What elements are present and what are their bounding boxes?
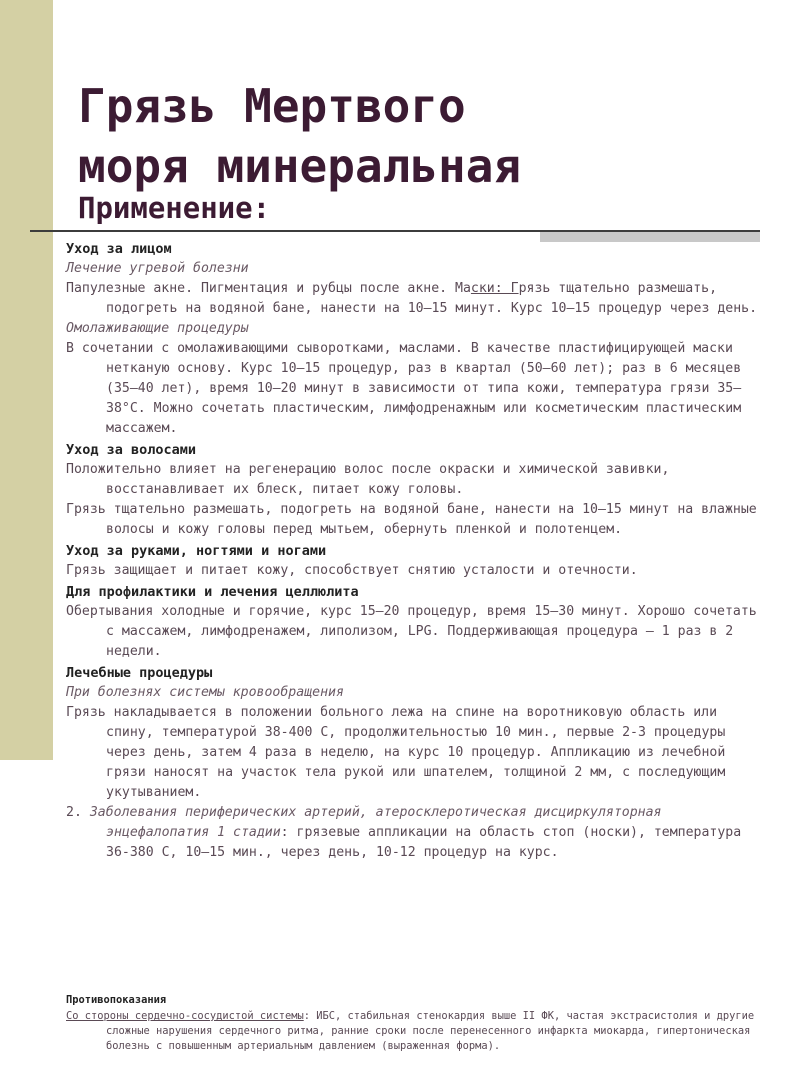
page-title — [78, 76, 778, 196]
hair-heading: Уход за волосами — [66, 442, 197, 458]
acne-paragraph — [66, 279, 766, 319]
cellulite-paragraph: Обертывания холодные и горячие, курс 15–20 процедур, время 15–30 минут. Хорошо сочетать с массажем, лимфодренажем, липолизом, LPG. Поддерживающая процедура – 1 раз в 2 недели. — [66, 604, 757, 659]
hair-paragraph-1: Положительно влияет на регенерацию волос после окраски и химической завивки, восстанавливает их блеск, питает кожу головы. — [66, 462, 670, 497]
main-content — [66, 238, 766, 863]
peripheral-number: 2. — [66, 805, 90, 820]
contraindications — [66, 993, 766, 1054]
hair-paragraph-2: Грязь тщательно размешать, подогреть на водяной бане, нанести на 10–15 минут на влажные волосы и кожу головы перед мытьем, обернуть пленкой и полотенцем. — [66, 502, 757, 537]
acne-text-underlined: ски: Г — [470, 281, 519, 296]
peripheral-paragraph — [66, 803, 766, 863]
medical-heading: Лечебные процедуры — [66, 665, 213, 681]
peripheral-title: Заболевания периферических артерий, атеросклеротическая дисциркуляторная энцефалопатия 1 стадии — [89, 805, 662, 840]
cardiovascular-link[interactable]: Со стороны сердечно-сосудистой системы — [66, 1010, 304, 1022]
title-line-2: моря минеральная — [78, 139, 522, 193]
cellulite-heading: Для профилактики и лечения целлюлита — [66, 584, 359, 600]
contraindications-paragraph — [66, 1009, 766, 1054]
contraindications-heading: Противопоказания — [66, 994, 167, 1006]
hands-paragraph: Грязь защищает и питает кожу, способствует снятию усталости и отечности. — [66, 563, 638, 578]
contraindications-text: : ИБС, стабильная стенокардия выше II ФК, частая экстрасистолия и другие сложные нарушения сердечного ритма, ранние сроки после перенесенного инфаркта миокарда, гипертоническая болезнь с повышенным артериальным давлением (выраженная форма). — [106, 1010, 755, 1052]
circulation-paragraph: Грязь накладывается в положении больного лежа на спине на воротниковую область или спину, температурой 38-400 С, продолжительностью 10 мин., первые 2-3 процедуры через день, затем 4 раза в неделю, на курс 10 процедур. Аппликацию из лечебной грязи наносят на участок тела рукой или шпателем, толщиной 2 мм, с последующим укутыванием. — [66, 705, 726, 800]
acne-text-part-1: Папулезные акне. Пигментация и рубцы после акне. Ма — [66, 281, 471, 296]
acne-text-part-2: рязь тщательно размешать, подогреть на водяной бане, нанести на 10–15 минут. Курс 10–15 процедур через день. — [106, 281, 758, 316]
peripheral-text: : грязевые аппликации на область стоп (носки), температура 36-380 С, 10–15 мин., через день, 10-12 процедур на курс. — [106, 825, 742, 860]
hands-heading: Уход за руками, ногтями и ногами — [66, 543, 327, 559]
page-subtitle: Применение: — [78, 191, 271, 225]
title-line-1: Грязь Мертвого — [78, 79, 466, 133]
rejuvenation-paragraph: В сочетании с омолаживающими сыворотками, маслами. В качестве пластифицирующей маски нетканую основу. Курс 10–15 процедур, раз в квартал (50–60 лет); раз в 6 месяцев (35–40 лет), время 10–20 минут в зависимости от типа кожи, температура грязи 35–38°С. Можно сочетать пластическим, лимфодренажным или косметическим пластическим массажем. — [66, 341, 742, 436]
circulation-subheading: При болезнях системы кровообращения — [66, 685, 344, 700]
rejuvenation-subheading: Омолаживающие процедуры — [66, 321, 249, 336]
face-heading: Уход за лицом — [66, 241, 172, 257]
decorative-side-bar — [0, 0, 53, 760]
acne-subheading: Лечение угревой болезни — [66, 261, 249, 276]
